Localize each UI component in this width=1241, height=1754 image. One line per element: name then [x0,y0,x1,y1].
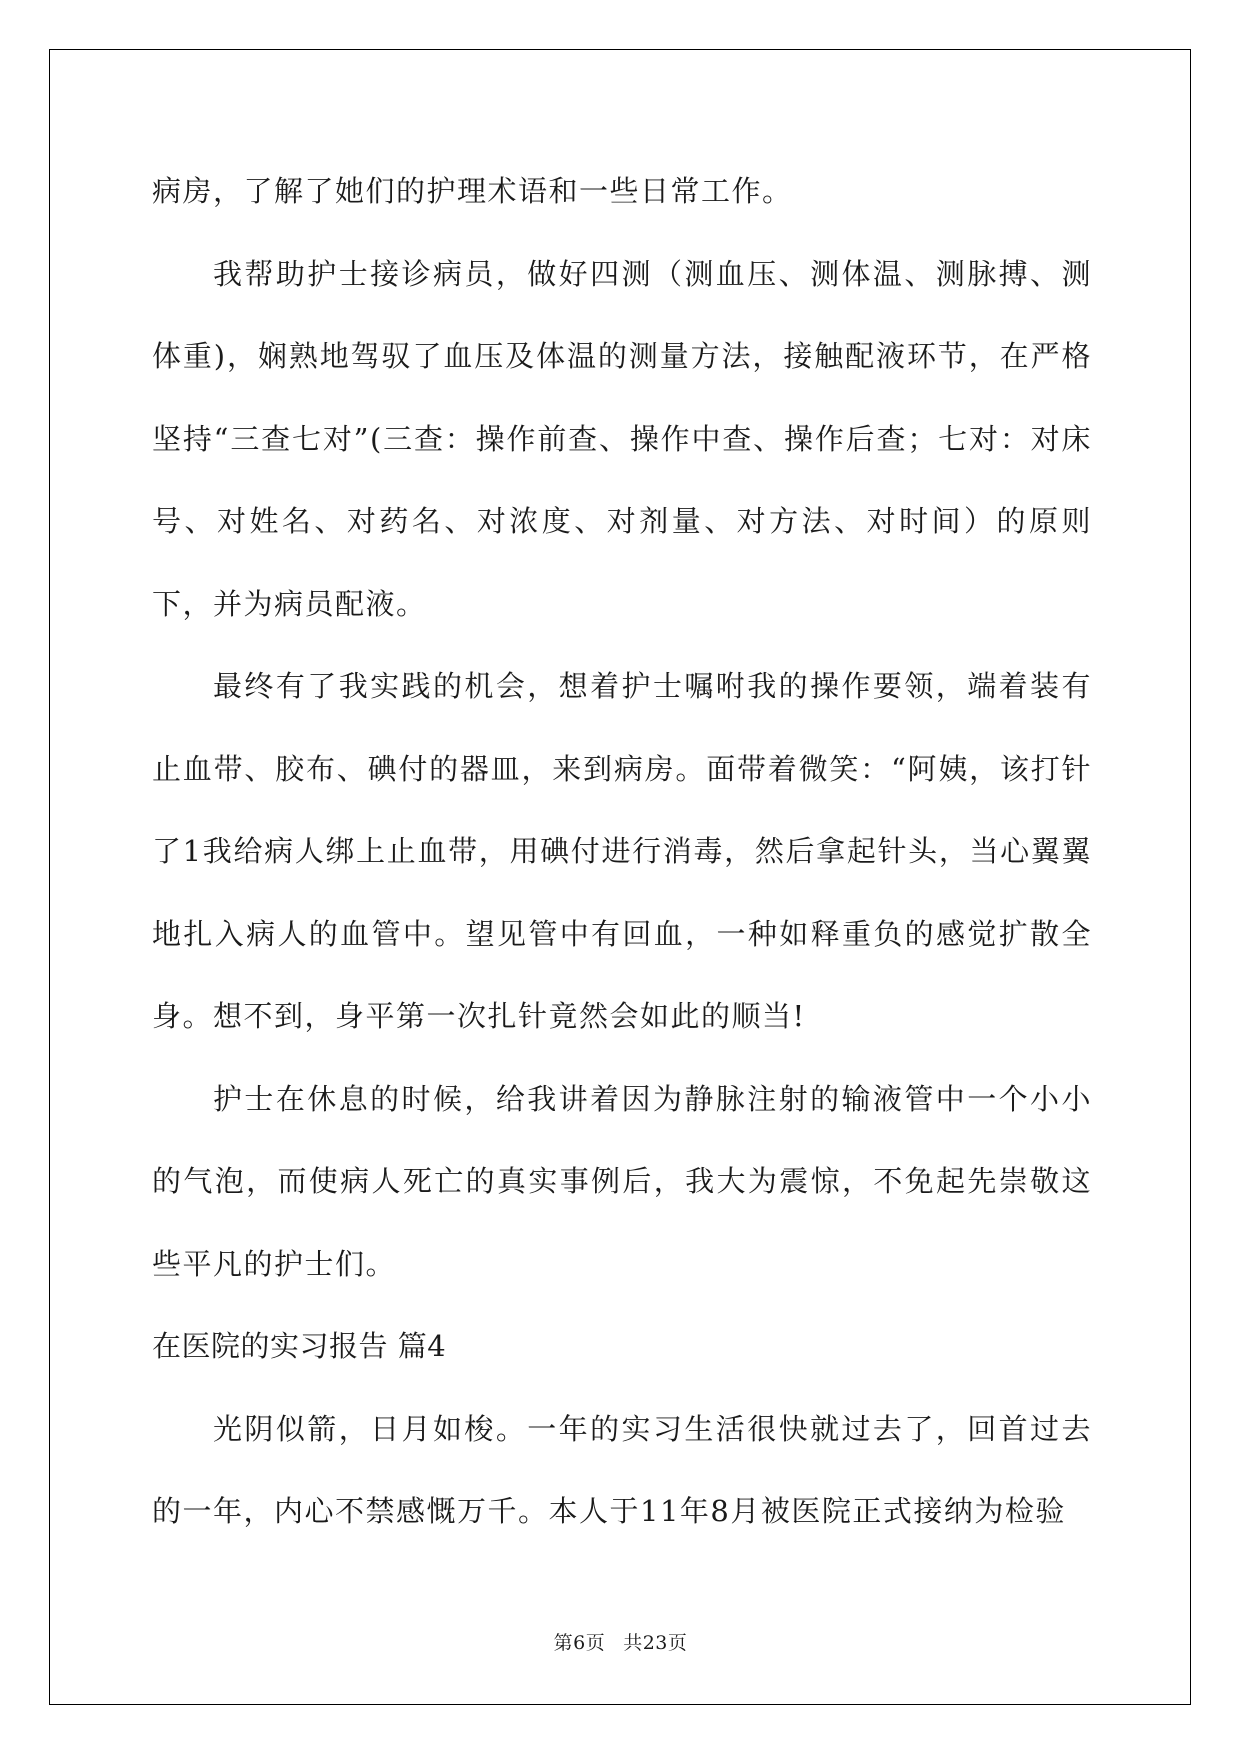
page-total: 共23页 [623,1632,688,1654]
section-heading: 在医院的实习报告 篇4 [152,1329,447,1363]
paragraph-1: 病房，了解了她们的护理术语和一些日常工作。 [152,174,793,208]
paragraph-2: 我帮助护士接诊病员，做好四测（测血压、测体温、测脉搏、测体重)，娴熟地驾驭了血压及体温的测量方法，接触配液环节，在严格坚持“三查七对”(三查：操作前查、操作中查、操作后查；七对：对床号、对姓名、对药名、对浓度、对剂量、对方法、对时间）的原则下，并为病员配液。 [152,256,1092,621]
page-number: 第6页 [553,1632,606,1654]
paragraph-5: 光阴似箭，日月如梭。一年的实习生活很快就过去了，回首过去的一年，内心不禁感慨万千。本人于11年8月被医院正式接纳为检验 [152,1411,1092,1528]
page-footer [0,1628,1241,1655]
document-body [152,150,1092,1553]
paragraph-3: 最终有了我实践的机会，想着护士嘱咐我的操作要领，端着装有止血带、胶布、碘付的器皿，来到病房。面带着微笑：“阿姨，该打针了1我给病人绑上止血带，用碘付进行消毒，然后拿起针头，当心翼翼地扎入病人的血管中。望见管中有回血，一种如释重负的感觉扩散全身。想不到，身平第一次扎针竟然会如此的顺当! [152,669,1092,1033]
paragraph-4: 护士在休息的时候，给我讲着因为静脉注射的输液管中一个小小的气泡，而使病人死亡的真实事例后，我大为震惊，不免起先崇敬这些平凡的护士们。 [152,1081,1092,1281]
